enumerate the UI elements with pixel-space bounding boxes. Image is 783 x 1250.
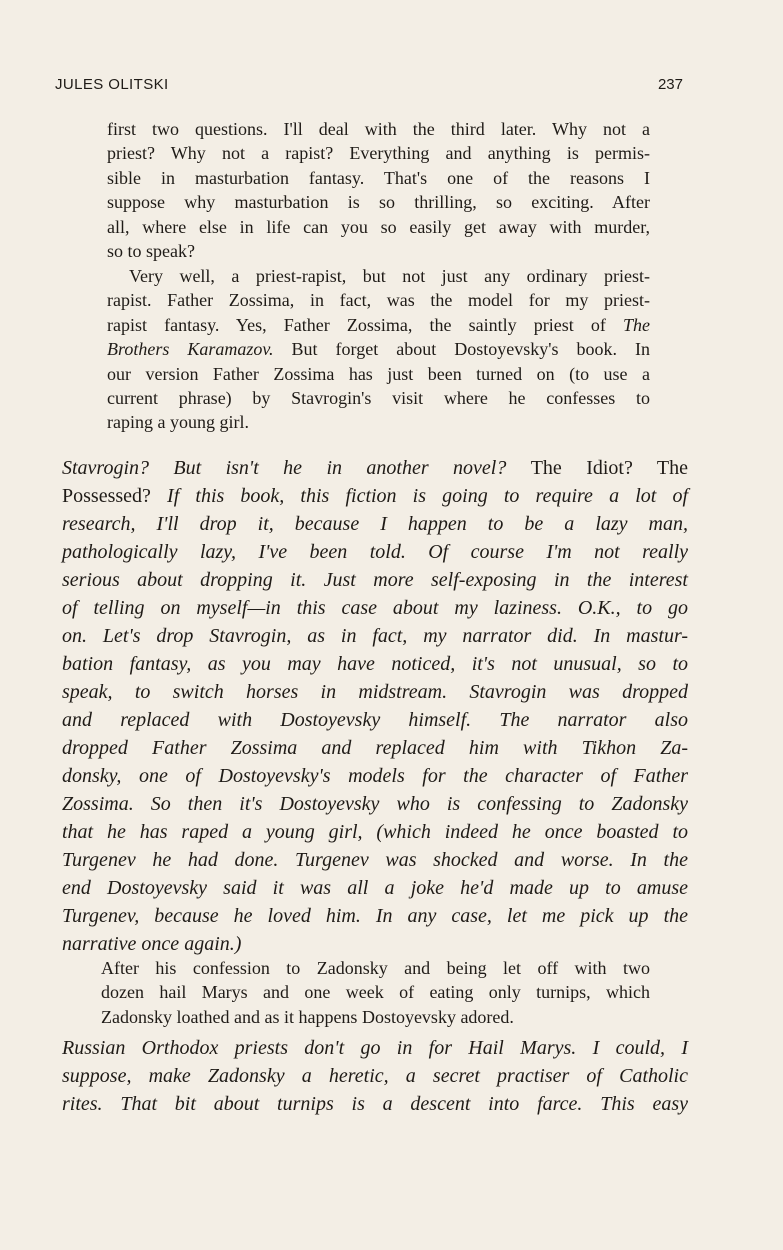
text-line: so to speak?: [107, 241, 195, 262]
text-line: dropped Father Zossima and replaced him with Tikhon Za-: [62, 737, 688, 759]
paragraph-commentary-1: [62, 454, 688, 958]
text-line: Zossima. So then it's Dostoyevsky who is confessing to Zadonsky: [62, 793, 688, 815]
text-line: donsky, one of Dostoyevsky's models for the character of Father: [62, 765, 688, 787]
paragraph-narrative-2: [107, 264, 650, 435]
text-line: rapist fantasy. Yes, Father Zossima, the saintly priest of The: [107, 314, 650, 335]
text-line: Turgenev, because he loved him. In any case, let me pick up the: [62, 905, 688, 927]
book-title: Possessed?: [62, 485, 168, 507]
text-line: Turgenev he had done. Turgenev was shocked and worse. In the: [62, 849, 688, 871]
paragraph-narrative-1: [107, 117, 650, 263]
text-line: Brothers Karamazov. But forget about Dostoyevsky's book. In: [107, 339, 650, 360]
running-head: [55, 76, 683, 98]
text-line: After his confession to Zadonsky and being let off with two: [101, 958, 650, 978]
text-line: research, I'll drop it, because I happen to be a lazy man,: [62, 513, 688, 535]
book-title: The: [623, 314, 650, 335]
text-line: speak, to switch horses in midstream. Stavrogin was dropped: [62, 681, 688, 703]
text-line: suppose why masturbation is so thrilling, so exciting. After: [107, 192, 650, 213]
text-line: our version Father Zossima has just been turned on (to use a: [107, 363, 650, 384]
text-line: of telling on myself—in this case about my laziness. O.K., to go: [62, 597, 688, 619]
paragraph-commentary-2: [62, 1034, 688, 1118]
book-title: The Idiot? The: [530, 457, 688, 479]
text-line: all, where else in life can you so easily get away with murder,: [107, 216, 650, 237]
text-line: on. Let's drop Stavrogin, as in fact, my narrator did. In mastur-: [62, 625, 688, 647]
text-line: rites. That bit about turnips is a descent into farce. This easy: [62, 1093, 688, 1115]
text-line: pathologically lazy, I've been told. Of course I'm not really: [62, 541, 688, 563]
text-line: end Dostoyevsky said it was all a joke he'd made up to amuse: [62, 877, 688, 899]
text-line: Russian Orthodox priests don't go in for Hail Marys. I could, I: [62, 1037, 688, 1059]
text-line: Possessed? If this book, this fiction is going to require a lot of: [62, 485, 688, 507]
text-line: current phrase) by Stavrogin's visit where he confesses to: [107, 388, 650, 409]
paragraph-narrative-3: [101, 956, 650, 1029]
text-line: priest? Why not a rapist? Everything and anything is permis-: [107, 143, 650, 164]
text-line: dozen hail Marys and one week of eating only turnips, which: [101, 982, 650, 1003]
text-line: that he has raped a young girl, (which indeed he once boasted to: [62, 821, 688, 843]
text-line: rapist. Father Zossima, in fact, was the model for my priest-: [107, 290, 650, 311]
text-line: suppose, make Zadonsky a heretic, a secret practiser of Catholic: [62, 1065, 688, 1087]
text-line: Very well, a priest-rapist, but not just any ordinary priest-: [129, 266, 650, 286]
text-line: sible in masturbation fantasy. That's one of the reasons I: [107, 167, 650, 188]
text-line: first two questions. I'll deal with the third later. Why not a: [107, 119, 650, 139]
text-line: and replaced with Dostoyevsky himself. The narrator also: [62, 709, 688, 731]
text-line: narrative once again.): [62, 933, 242, 955]
book-title: Brothers Karamazov.: [107, 339, 274, 360]
text-line: serious about dropping it. Just more self-exposing in the interest: [62, 569, 688, 591]
text-line: raping a young girl.: [107, 412, 249, 433]
running-head-author: JULES OLITSKI: [55, 76, 169, 93]
text-line: Stavrogin? But isn't he in another novel? The Idiot? The: [62, 457, 688, 479]
page-number: 237: [657, 76, 683, 93]
text-line: Zadonsky loathed and as it happens Dostoyevsky adored.: [101, 1006, 514, 1027]
text-line: bation fantasy, as you may have noticed, it's not unusual, so to: [62, 653, 688, 675]
